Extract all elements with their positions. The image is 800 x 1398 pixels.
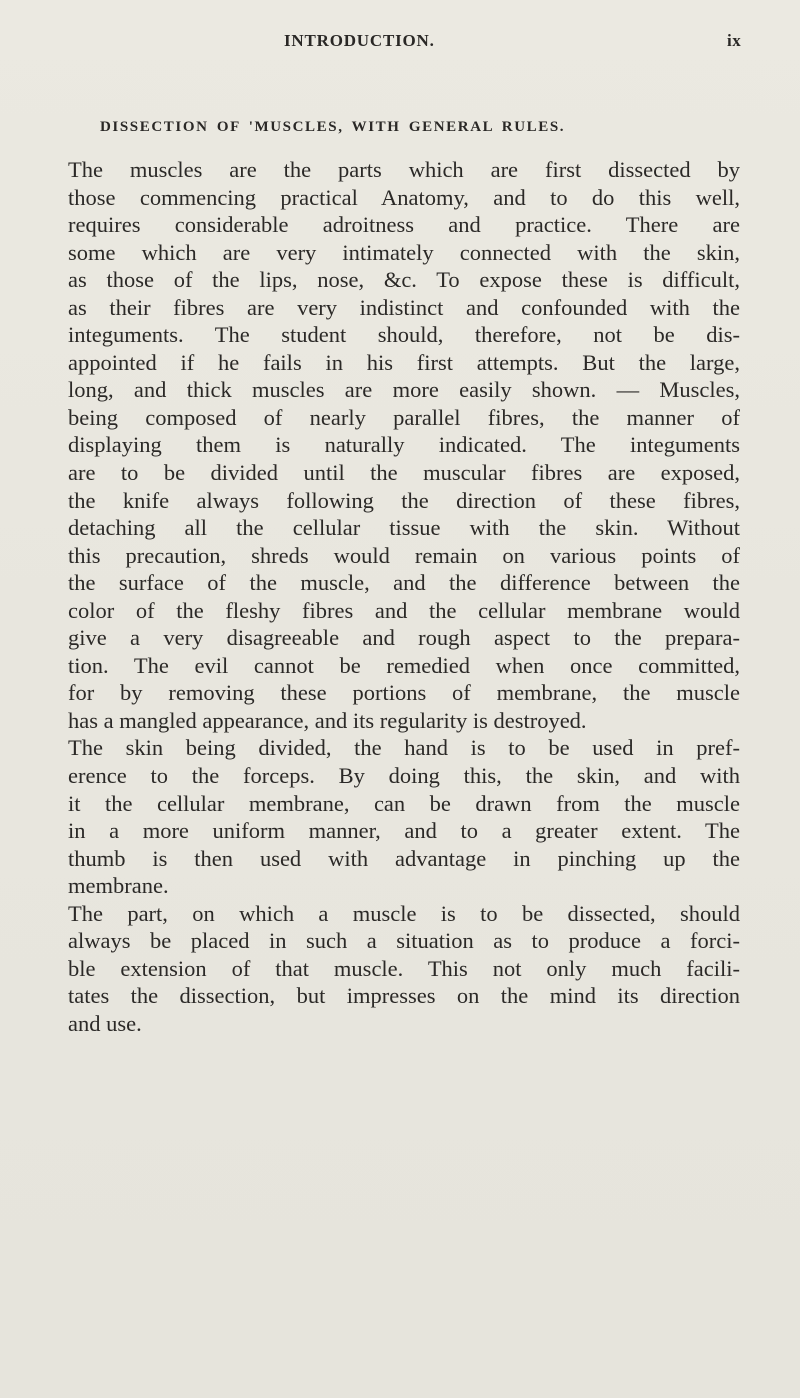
text-line: it the cellular membrane, can be drawn from the muscle — [68, 790, 740, 816]
text-line: as their fibres are very indistinct and confounded with the — [68, 294, 740, 320]
text-line: give a very disagreeable and rough aspect to the prepara- — [68, 625, 740, 651]
text-line: long, and thick muscles are more easily shown. — Muscles, — [68, 377, 740, 403]
text-line: has a mangled appearance, and its regularity is destroyed. — [68, 707, 587, 733]
running-head-title: INTRODUCTION. — [284, 31, 435, 50]
text-line: those commencing practical Anatomy, and to do this well, — [68, 184, 740, 210]
text-line: ble extension of that muscle. This not only much facili- — [68, 955, 740, 981]
section-heading: DISSECTION OF 'MUSCLES, WITH GENERAL RULES. — [100, 119, 566, 135]
text-line: integuments. The student should, therefore, not be dis- — [68, 322, 740, 348]
text-line: The skin being divided, the hand is to be used in pref- — [68, 735, 740, 761]
text-line: in a more uniform manner, and to a greater extent. The — [68, 818, 740, 844]
text-line: displaying them is naturally indicated. The integuments — [68, 432, 740, 458]
text-line: the knife always following the direction of these fibres, — [68, 487, 740, 513]
text-line: always be placed in such a situation as to produce a forci- — [68, 928, 740, 954]
text-line: as those of the lips, nose, &c. To expose these is difficult, — [68, 267, 740, 293]
text-line: detaching all the cellular tissue with the skin. Without — [68, 515, 740, 541]
text-line: The muscles are the parts which are first dissected by — [68, 157, 740, 182]
text-line: this precaution, shreds would remain on various points of — [68, 542, 740, 568]
text-line: erence to the forceps. By doing this, the skin, and with — [68, 763, 740, 789]
text-line: and use. — [68, 1010, 142, 1036]
text-line: tates the dissection, but impresses on the mind its direction — [68, 983, 740, 1009]
text-line: thumb is then used with advantage in pinching up the — [68, 845, 740, 871]
text-line: membrane. — [68, 873, 169, 899]
text-line: color of the fleshy fibres and the cellular membrane would — [68, 597, 740, 623]
text-line: being composed of nearly parallel fibres, the manner of — [68, 404, 740, 430]
text-line: requires considerable adroitness and practice. There are — [68, 212, 740, 238]
text-line: tion. The evil cannot be remedied when once committed, — [68, 652, 740, 678]
body-text — [68, 156, 740, 1038]
text-line: for by removing these portions of membrane, the muscle — [68, 680, 740, 706]
text-line: the surface of the muscle, and the difference between the — [68, 570, 740, 596]
text-line: are to be divided until the muscular fibres are exposed, — [68, 460, 740, 486]
running-head — [0, 31, 800, 55]
page-number: ix — [727, 31, 742, 50]
text-line: some which are very intimately connected with the skin, — [68, 239, 740, 265]
text-line: The part, on which a muscle is to be dissected, should — [68, 900, 740, 926]
text-line: appointed if he fails in his first attempts. But the large, — [68, 349, 740, 375]
